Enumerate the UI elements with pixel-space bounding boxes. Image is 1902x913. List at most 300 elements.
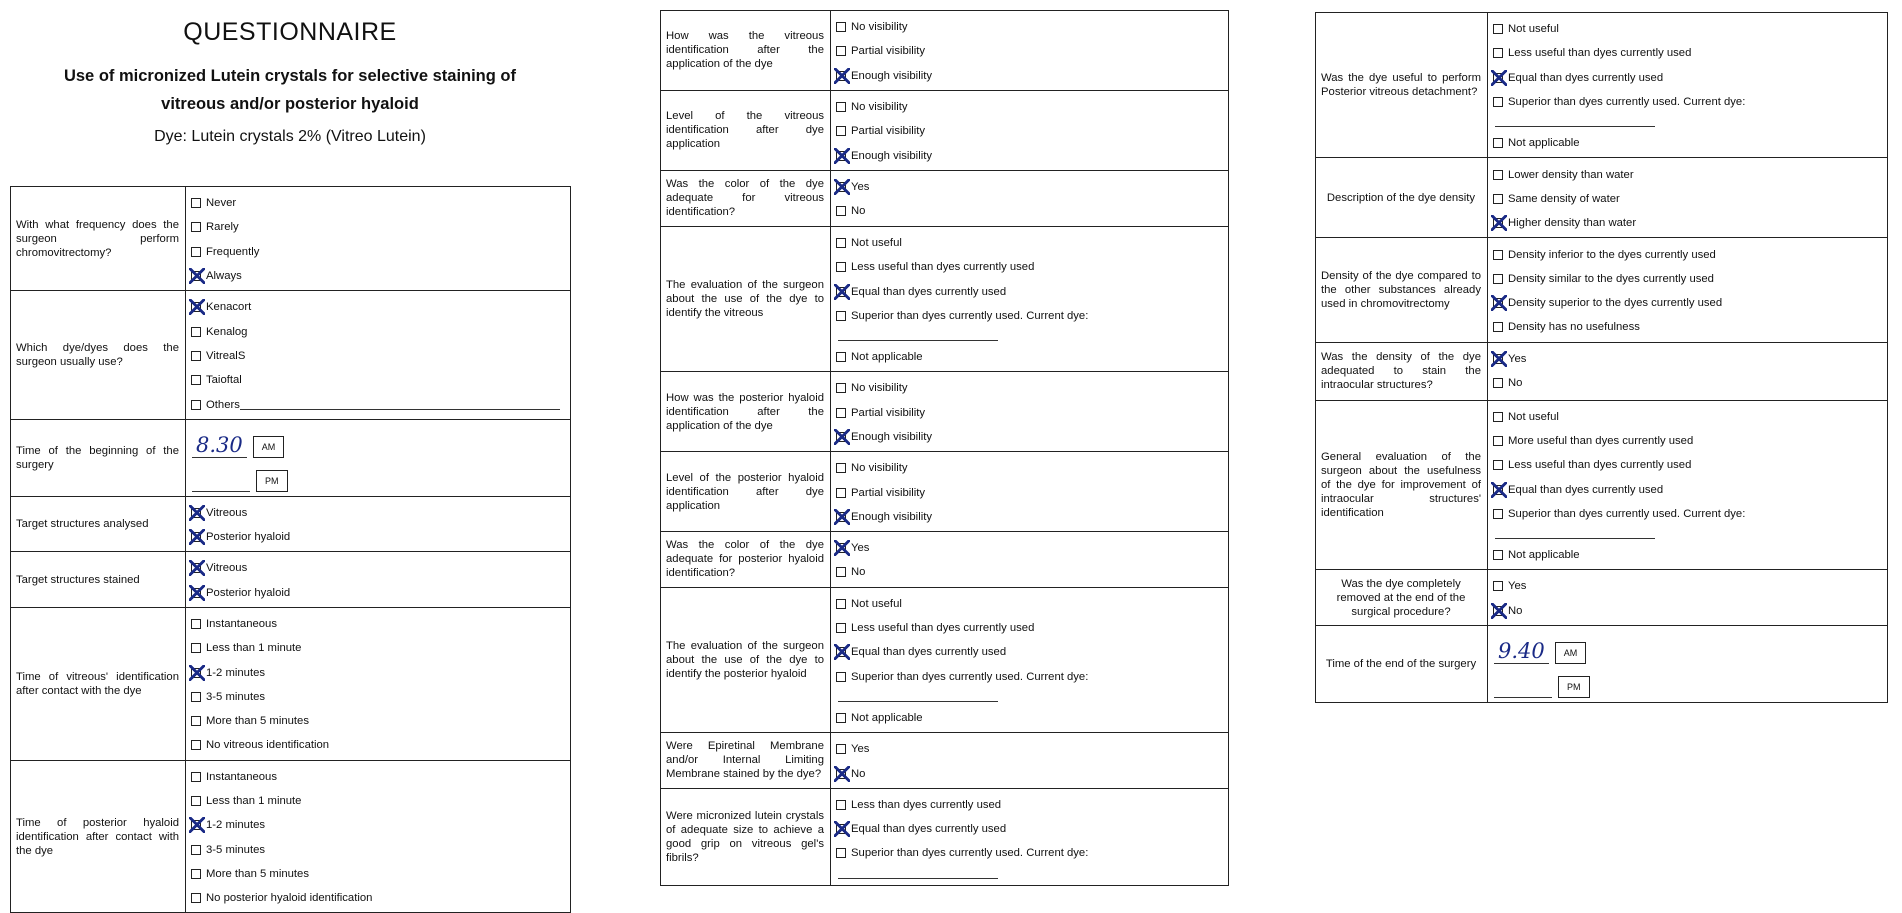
option-label: Equal than dyes currently used [851, 823, 1007, 836]
option-partial-visibility[interactable] [836, 401, 1228, 425]
checkbox-icon[interactable] [191, 222, 201, 232]
option-density-inferior-to-the-dyes-currently-u[interactable] [1493, 242, 1887, 266]
question-text: Level of the posterior hyaloid identification after dye application [661, 452, 831, 532]
option-more-than-5-minutes[interactable] [191, 862, 570, 886]
option-label: Enough visibility [851, 510, 933, 523]
subtitle-line-2: vitreous and/or posterior hyaloid [161, 95, 419, 113]
option-label: VitrealS [206, 349, 246, 362]
option-no-visibility[interactable] [836, 456, 1228, 480]
option-label: No visibility [851, 382, 908, 395]
current-dye-blank-line[interactable] [1495, 526, 1655, 539]
question-row [661, 11, 1229, 91]
checked-checkbox-icon[interactable] [191, 668, 201, 678]
checked-checkbox-icon[interactable] [1493, 73, 1503, 83]
option-label: 3-5 minutes [206, 843, 266, 856]
option-not-useful[interactable] [836, 231, 1228, 255]
checkbox-icon[interactable] [191, 619, 201, 629]
option-posterior-hyaloid[interactable] [191, 581, 570, 605]
checkbox-icon[interactable] [1493, 412, 1503, 422]
answer-options [186, 291, 571, 419]
option-vitreous[interactable] [191, 556, 570, 580]
option-not-useful[interactable] [1493, 17, 1887, 41]
checkbox-icon[interactable] [836, 22, 846, 32]
checked-checkbox-icon[interactable] [836, 543, 846, 553]
checked-checkbox-icon[interactable] [836, 512, 846, 522]
option-superior-than-dyes-currently-used-curren[interactable] [836, 304, 1228, 328]
option-label: Not useful [1508, 410, 1559, 423]
option-label: Partial visibility [851, 486, 926, 499]
answer-options [831, 532, 1229, 588]
question-text: Time of posterior hyaloid identification after contact with the dye [11, 760, 186, 913]
checked-checkbox-icon[interactable] [1493, 606, 1503, 616]
answer-options [831, 733, 1229, 789]
checked-checkbox-icon[interactable] [836, 432, 846, 442]
option-label: Instantaneous [206, 618, 277, 630]
checkbox-icon[interactable] [1493, 378, 1503, 388]
checked-checkbox-icon[interactable] [191, 563, 201, 573]
checkbox-icon[interactable] [836, 408, 846, 418]
option-label: Not useful [851, 597, 902, 610]
option-equal-than-dyes-currently-used[interactable] [836, 279, 1228, 303]
checkbox-icon[interactable] [191, 893, 201, 903]
option-vitreous[interactable] [191, 501, 570, 525]
checkbox-icon[interactable] [191, 351, 201, 361]
question-row [661, 788, 1229, 885]
option-higher-density-than-water[interactable] [1493, 211, 1887, 235]
option-superior-than-dyes-currently-used-curren[interactable] [1493, 90, 1887, 114]
answer-options [831, 11, 1229, 91]
checkbox-icon[interactable] [836, 238, 846, 248]
checkbox-icon[interactable] [836, 623, 846, 633]
question-row [661, 372, 1229, 452]
answer-options [1488, 13, 1888, 158]
option-label: Less useful than dyes currently used [851, 622, 1035, 635]
checkbox-icon[interactable] [1493, 24, 1503, 34]
option-label: Not useful [851, 236, 902, 249]
checkbox-icon[interactable] [836, 262, 846, 272]
option-label: Superior than dyes currently used. Current dye: [1508, 96, 1746, 109]
option-label: Less than dyes currently used [851, 798, 1002, 811]
option-less-than-dyes-currently-used[interactable] [836, 793, 1228, 817]
question-text: General evaluation of the surgeon about the usefulness of the dye for improvement of intraocular structures' identification [1316, 400, 1488, 570]
option-no-visibility[interactable] [836, 95, 1228, 119]
checkbox-icon[interactable] [836, 102, 846, 112]
checkbox-icon[interactable] [1493, 581, 1503, 591]
checkbox-icon[interactable] [1493, 509, 1503, 519]
question-text: Target structures stained [11, 552, 186, 608]
option-label: No visibility [851, 101, 908, 114]
option-yes[interactable] [1493, 347, 1887, 371]
question-row [661, 170, 1229, 226]
option-label: Lower density than water [1508, 168, 1634, 181]
option-label: No visibility [851, 21, 908, 34]
option-label: Not applicable [1508, 137, 1580, 150]
checked-checkbox-icon[interactable] [836, 182, 846, 192]
option-label: Equal than dyes currently used [1508, 483, 1664, 496]
checkbox-icon[interactable] [1493, 460, 1503, 470]
page-subtitle [10, 62, 570, 118]
option-always[interactable] [191, 264, 570, 288]
checkbox-icon[interactable] [191, 400, 201, 410]
option-not-useful[interactable] [836, 592, 1228, 616]
checkbox-icon[interactable] [191, 247, 201, 257]
questionnaire-table-2 [660, 10, 1229, 886]
option-not-useful[interactable] [1493, 405, 1887, 429]
option-kenacort[interactable] [191, 295, 570, 319]
question-text: The evaluation of the surgeon about the use of the dye to identify the posterior hyaloid [661, 587, 831, 732]
option-no-visibility[interactable] [836, 376, 1228, 400]
current-dye-blank-line[interactable] [838, 328, 998, 341]
question-row [661, 733, 1229, 789]
time-blank-line[interactable] [1494, 697, 1552, 698]
answer-options [186, 607, 571, 760]
option-partial-visibility[interactable] [836, 480, 1228, 504]
option-label: Less useful than dyes currently used [851, 261, 1035, 274]
checkbox-icon[interactable] [191, 375, 201, 385]
option-less-useful-than-dyes-currently-used[interactable] [1493, 41, 1887, 65]
question-text: Was the density of the dye adequated to stain the intraocular structures? [1316, 342, 1488, 400]
answer-options [831, 90, 1229, 170]
option-label: No [851, 767, 866, 780]
option-label: Posterior hyaloid [206, 586, 291, 599]
answer-options [186, 496, 571, 552]
option-label: Enough visibility [851, 431, 933, 443]
option-label: Density similar to the dyes currently used [1508, 272, 1714, 285]
checkbox-icon[interactable] [836, 46, 846, 56]
checkbox-icon[interactable] [836, 744, 846, 754]
option-label: Partial visibility [851, 125, 926, 138]
option-label: Yes [1508, 352, 1527, 365]
option-equal-than-dyes-currently-used[interactable] [836, 817, 1228, 841]
option-no-visibility[interactable] [836, 15, 1228, 39]
checkbox-icon[interactable] [191, 198, 201, 208]
answer-options [186, 187, 571, 291]
checked-checkbox-icon[interactable] [1493, 354, 1503, 364]
time-am-row [1494, 630, 1887, 664]
option-not-applicable[interactable] [836, 706, 1228, 730]
option-label: Same density of water [1508, 192, 1620, 205]
checked-checkbox-icon[interactable] [1493, 218, 1503, 228]
checkbox-icon[interactable] [1493, 550, 1503, 560]
option-enough-visibility[interactable] [836, 143, 1228, 167]
checkbox-icon[interactable] [191, 327, 201, 337]
option-never[interactable] [191, 191, 570, 215]
option-label: No visibility [851, 462, 908, 475]
option-no[interactable] [836, 199, 1228, 223]
question-row [1316, 570, 1888, 626]
am-box[interactable]: AM [1555, 642, 1587, 664]
checkbox-icon[interactable] [836, 352, 846, 362]
option-label: Vitreous [206, 562, 248, 575]
option-label: 1-2 minutes [206, 819, 266, 832]
pm-box[interactable]: PM [1558, 676, 1590, 698]
question-row [11, 496, 571, 552]
checkbox-icon[interactable] [836, 800, 846, 810]
option-label: Taioftal [206, 374, 242, 387]
questionnaire-table-3 [1315, 12, 1888, 703]
question-text: Was the dye useful to perform Posterior vitreous detachment? [1316, 13, 1488, 158]
question-text: Was the dye completely removed at the end of the surgical procedure? [1316, 570, 1488, 626]
checkbox-icon[interactable] [836, 488, 846, 498]
checked-checkbox-icon[interactable] [191, 508, 201, 518]
question-text: Target structures analysed [11, 496, 186, 552]
question-row [661, 452, 1229, 532]
option-frequently[interactable] [191, 240, 570, 264]
option-label: Never [206, 197, 237, 210]
checked-checkbox-icon[interactable] [836, 287, 846, 297]
question-text: Time of vitreous' identification after contact with the dye [11, 607, 186, 760]
checkbox-icon[interactable] [836, 206, 846, 216]
option-lower-density-than-water[interactable] [1493, 162, 1887, 186]
checkbox-icon[interactable] [191, 772, 201, 782]
question-text: Description of the dye density [1316, 158, 1488, 238]
option-yes[interactable] [836, 536, 1228, 560]
option-label: Equal than dyes currently used [1508, 71, 1664, 84]
option-more-than-5-minutes[interactable] [191, 709, 570, 733]
question-row [11, 607, 571, 760]
option-less-useful-than-dyes-currently-used[interactable] [836, 255, 1228, 279]
option-density-similar-to-the-dyes-currently-us[interactable] [1493, 267, 1887, 291]
checkbox-icon[interactable] [1493, 250, 1503, 260]
checked-checkbox-icon[interactable] [1493, 298, 1503, 308]
option-same-density-of-water[interactable] [1493, 187, 1887, 211]
option-label: No [1508, 377, 1523, 389]
option-less-useful-than-dyes-currently-used[interactable] [836, 616, 1228, 640]
option-vitreals[interactable] [191, 344, 570, 368]
checkbox-icon[interactable] [836, 567, 846, 577]
option-more-useful-than-dyes-currently-used[interactable] [1493, 429, 1887, 453]
checkbox-icon[interactable] [1493, 194, 1503, 204]
option-label: Yes [1508, 580, 1527, 593]
option-label: Not useful [1508, 23, 1559, 36]
question-row [1316, 13, 1888, 158]
option-equal-than-dyes-currently-used[interactable] [836, 640, 1228, 664]
option-3-5-minutes[interactable] [191, 838, 570, 862]
option-label: Enough visibility [851, 69, 933, 82]
option-label: Partial visibility [851, 406, 926, 419]
option-label: Superior than dyes currently used. Current dye: [851, 670, 1089, 683]
question-text: Time of the beginning of the surgery [11, 419, 186, 496]
checkbox-icon[interactable] [836, 463, 846, 473]
option-label: No [851, 566, 866, 579]
option-no-posterior-hyaloid-identification[interactable] [191, 886, 570, 910]
option-equal-than-dyes-currently-used[interactable] [1493, 477, 1887, 501]
option-yes[interactable] [1493, 574, 1887, 598]
option-yes[interactable] [836, 175, 1228, 199]
option-label: More than 5 minutes [206, 867, 309, 880]
option-enough-visibility[interactable] [836, 64, 1228, 88]
time-am-row [192, 424, 570, 458]
time-pm-row [1494, 664, 1887, 698]
checkbox-icon[interactable] [191, 716, 201, 726]
checked-checkbox-icon[interactable] [191, 588, 201, 598]
option-less-useful-than-dyes-currently-used[interactable] [1493, 453, 1887, 477]
question-row [1316, 238, 1888, 342]
option-rarely[interactable] [191, 215, 570, 239]
option-taioftal[interactable] [191, 368, 570, 392]
questionnaire-table-1 [10, 186, 571, 913]
option-label: Superior than dyes currently used. Current dye: [851, 309, 1089, 322]
option-label: Higher density than water [1508, 217, 1637, 230]
option-partial-visibility[interactable] [836, 119, 1228, 143]
checked-checkbox-icon[interactable] [836, 647, 846, 657]
checkbox-icon[interactable] [836, 311, 846, 321]
option-label: Equal than dyes currently used [851, 285, 1007, 298]
checkbox-icon[interactable] [1493, 322, 1503, 332]
answer-options [186, 419, 571, 496]
checkbox-icon[interactable] [1493, 436, 1503, 446]
question-row [11, 291, 571, 419]
checkbox-icon[interactable] [836, 713, 846, 723]
time-blank-line[interactable] [192, 491, 250, 492]
checked-checkbox-icon[interactable] [1493, 485, 1503, 495]
option-yes[interactable] [836, 737, 1228, 761]
option-equal-than-dyes-currently-used[interactable] [1493, 66, 1887, 90]
option-superior-than-dyes-currently-used-curren[interactable] [1493, 502, 1887, 526]
checkbox-icon[interactable] [836, 848, 846, 858]
question-text: Was the color of the dye adequate for vitreous identification? [661, 170, 831, 226]
checked-checkbox-icon[interactable] [191, 302, 201, 312]
answer-options [1488, 342, 1888, 400]
checked-checkbox-icon[interactable] [836, 71, 846, 81]
option-label: No [851, 205, 866, 218]
option-enough-visibility[interactable] [836, 505, 1228, 529]
option-less-than-1-minute[interactable] [191, 789, 570, 813]
question-row [11, 760, 571, 913]
checkbox-icon[interactable] [1493, 48, 1503, 58]
others-blank-line[interactable] [240, 395, 560, 410]
option-1-2-minutes[interactable] [191, 660, 570, 684]
option-not-applicable[interactable] [1493, 543, 1887, 567]
current-dye-blank-line[interactable] [1495, 114, 1655, 127]
answer-options [1488, 626, 1888, 703]
checkbox-icon[interactable] [191, 692, 201, 702]
checkbox-icon[interactable] [1493, 138, 1503, 148]
option-not-applicable[interactable] [836, 345, 1228, 369]
answer-options [831, 587, 1229, 732]
question-text: Which dye/dyes does the surgeon usually use? [11, 291, 186, 419]
checkbox-icon[interactable] [836, 383, 846, 393]
checkbox-icon[interactable] [1493, 170, 1503, 180]
option-label: Yes [851, 180, 870, 193]
time-pm-row [192, 458, 570, 492]
option-label: Yes [851, 743, 870, 756]
question-row [661, 532, 1229, 588]
answer-options [831, 170, 1229, 226]
answer-options [186, 552, 571, 608]
question-row [11, 419, 571, 496]
option-label: Vitreous [206, 506, 248, 519]
questionnaire-page-1 [0, 0, 585, 903]
option-less-than-1-minute[interactable] [191, 636, 570, 660]
option-label: Less useful than dyes currently used [1508, 459, 1692, 472]
option-instantaneous[interactable] [191, 765, 570, 789]
checkbox-icon[interactable] [836, 126, 846, 136]
option-kenalog[interactable] [191, 319, 570, 343]
option-label: Posterior hyaloid [206, 531, 291, 544]
option-superior-than-dyes-currently-used-curren[interactable] [836, 841, 1228, 865]
option-label: More than 5 minutes [206, 715, 309, 728]
option-not-applicable[interactable] [1493, 131, 1887, 155]
checkbox-icon[interactable] [191, 643, 201, 653]
checkbox-icon[interactable] [191, 740, 201, 750]
option-label: Yes [851, 542, 870, 555]
option-density-superior-to-the-dyes-currently-u[interactable] [1493, 291, 1887, 315]
option-superior-than-dyes-currently-used-curren[interactable] [836, 665, 1228, 689]
checkbox-icon[interactable] [1493, 97, 1503, 107]
pm-box[interactable]: PM [256, 470, 288, 492]
checked-checkbox-icon[interactable] [191, 271, 201, 281]
checkbox-icon[interactable] [191, 845, 201, 855]
option-label: No posterior hyaloid identification [206, 892, 373, 905]
option-no[interactable] [1493, 599, 1887, 623]
option-no[interactable] [836, 761, 1228, 785]
checkbox-icon[interactable] [836, 672, 846, 682]
checked-checkbox-icon[interactable] [836, 769, 846, 779]
answer-options [186, 760, 571, 913]
option-label: Not applicable [1508, 549, 1580, 562]
question-row [661, 587, 1229, 732]
option-label: 1-2 minutes [206, 666, 266, 679]
option-posterior-hyaloid[interactable] [191, 525, 570, 549]
option-label: Not applicable [851, 711, 923, 724]
checkbox-icon[interactable] [191, 796, 201, 806]
checkbox-icon[interactable] [191, 869, 201, 879]
question-row [11, 187, 571, 291]
handwritten-time[interactable]: 9.40 [1494, 639, 1549, 664]
handwritten-time[interactable]: 8.30 [192, 433, 247, 458]
option-label: Superior than dyes currently used. Current dye: [851, 847, 1089, 860]
option-enough-visibility[interactable] [836, 425, 1228, 449]
option-no[interactable] [836, 560, 1228, 584]
option-label: Equal than dyes currently used [851, 646, 1007, 659]
option-3-5-minutes[interactable] [191, 685, 570, 709]
current-dye-blank-line[interactable] [838, 689, 998, 702]
option-label: Instantaneous [206, 770, 277, 783]
checkbox-icon[interactable] [836, 599, 846, 609]
option-label: Density has no usefulness [1508, 321, 1640, 334]
option-no-vitreous-identification[interactable] [191, 733, 570, 757]
option-label: Frequently [206, 245, 260, 258]
answer-options [831, 226, 1229, 371]
answer-options [831, 452, 1229, 532]
checked-checkbox-icon[interactable] [836, 824, 846, 834]
option-label: Always [206, 270, 242, 283]
checked-checkbox-icon[interactable] [191, 532, 201, 542]
answer-options [1488, 570, 1888, 626]
checkbox-icon[interactable] [1493, 274, 1503, 284]
question-text: How was the vitreous identification after the application of the dye [661, 11, 831, 91]
option-1-2-minutes[interactable] [191, 813, 570, 837]
question-row [1316, 400, 1888, 570]
am-box[interactable]: AM [253, 436, 285, 458]
option-others[interactable] [191, 392, 570, 416]
question-text: Was the color of the dye adequate for posterior hyaloid identification? [661, 532, 831, 588]
option-label: Less than 1 minute [206, 642, 302, 655]
option-density-has-no-usefulness[interactable] [1493, 315, 1887, 339]
option-partial-visibility[interactable] [836, 39, 1228, 63]
option-instantaneous[interactable] [191, 612, 570, 636]
current-dye-blank-line[interactable] [838, 866, 998, 879]
question-row [1316, 626, 1888, 703]
answer-options [1488, 158, 1888, 238]
checked-checkbox-icon[interactable] [836, 151, 846, 161]
option-label: More useful than dyes currently used [1508, 435, 1694, 447]
option-label: Density inferior to the dyes currently used [1508, 248, 1716, 261]
checked-checkbox-icon[interactable] [191, 820, 201, 830]
option-no[interactable] [1493, 371, 1887, 395]
question-text: Time of the end of the surgery [1316, 626, 1488, 703]
